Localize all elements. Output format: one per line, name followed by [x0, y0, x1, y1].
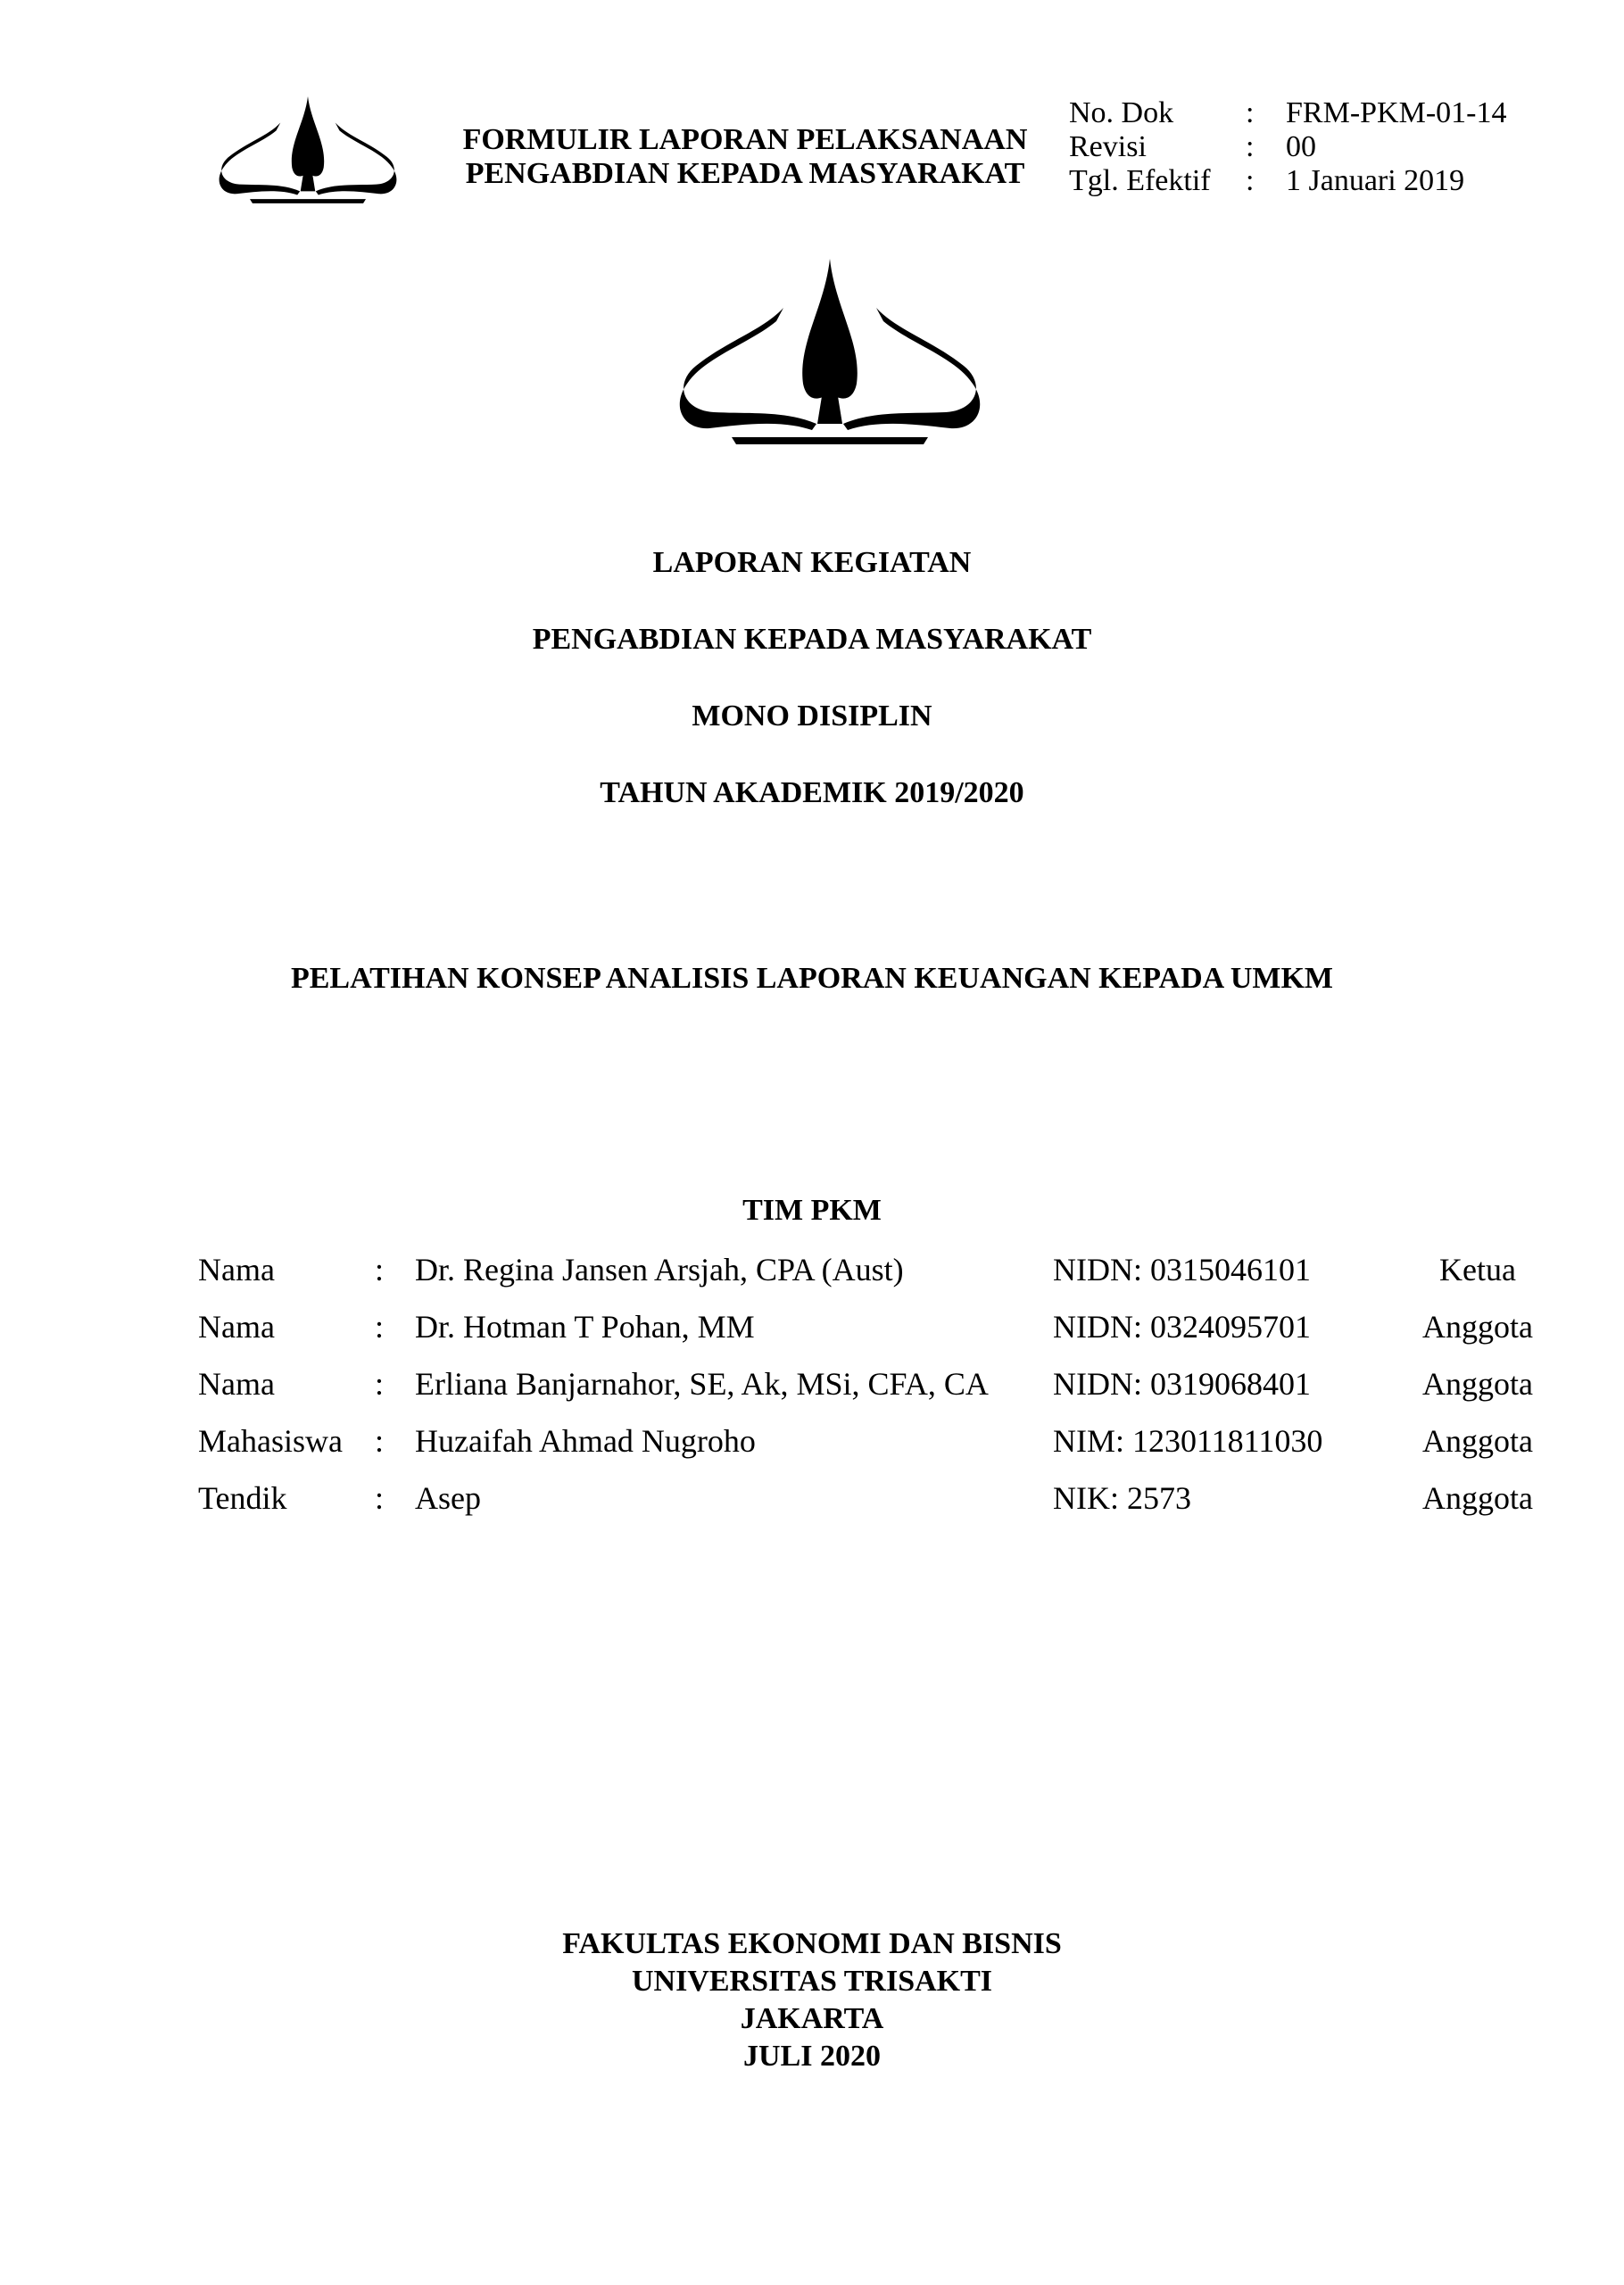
meta-label: Revisi [1069, 130, 1147, 163]
activity-title: PELATIHAN KONSEP ANALISIS LAPORAN KEUANGAN KEPADA UMKM [290, 962, 1334, 995]
institution-footer [0, 1925, 1624, 2075]
member-name: Asep [415, 1480, 481, 1516]
member-id: NIDN: 0319068401 [1053, 1366, 1311, 1402]
member-position: Anggota [1422, 1423, 1533, 1459]
team-row [198, 1479, 1563, 1536]
member-id: NIM: 123011811030 [1053, 1423, 1323, 1459]
report-date: JULI 2020 [743, 2040, 881, 2073]
member-colon: : [375, 1480, 385, 1516]
document-meta [1069, 96, 1506, 198]
member-role: Nama [198, 1309, 275, 1345]
report-discipline: MONO DISIPLIN [692, 700, 932, 733]
member-colon: : [375, 1252, 385, 1287]
form-title-line1: FORMULIR LAPORAN PELAKSANAAN [462, 123, 1028, 156]
member-position: Anggota [1422, 1480, 1533, 1516]
team-row [198, 1308, 1563, 1365]
university-name: UNIVERSITAS TRISAKTI [631, 1965, 993, 1998]
meta-colon: : [1246, 130, 1255, 163]
meta-value: 1 Januari 2019 [1286, 164, 1465, 197]
faculty-name: FAKULTAS EKONOMI DAN BISNIS [562, 1927, 1062, 1960]
member-id: NIDN: 0324095701 [1053, 1309, 1311, 1345]
member-name: Erliana Banjarnahor, SE, Ak, MSi, CFA, CA [415, 1366, 989, 1402]
meta-colon: : [1246, 96, 1255, 129]
meta-label: Tgl. Efektif [1069, 164, 1211, 197]
member-colon: : [375, 1423, 385, 1459]
member-role: Nama [198, 1366, 275, 1402]
team-heading: TIM PKM [742, 1194, 882, 1227]
meta-value: 00 [1286, 130, 1316, 163]
team-table [198, 1251, 1563, 1536]
member-colon: : [375, 1309, 385, 1345]
form-title-line2: PENGABDIAN KEPADA MASYARAKAT [465, 157, 1025, 190]
member-name: Dr. Regina Jansen Arsjah, CPA (Aust) [415, 1252, 904, 1287]
member-position: Anggota [1422, 1309, 1533, 1345]
member-position: Ketua [1439, 1252, 1516, 1287]
academic-year: TAHUN AKADEMIK 2019/2020 [600, 776, 1024, 809]
member-role: Nama [198, 1252, 275, 1287]
meta-row-doc-number [1069, 96, 1506, 130]
member-id: NIK: 2573 [1053, 1480, 1191, 1516]
team-row [198, 1251, 1563, 1308]
member-role: Mahasiswa [198, 1423, 343, 1459]
form-title [451, 123, 1040, 191]
member-name: Dr. Hotman T Pohan, MM [415, 1309, 755, 1345]
meta-colon: : [1246, 164, 1255, 197]
meta-value: FRM-PKM-01-14 [1286, 96, 1507, 129]
meta-row-revision [1069, 130, 1506, 164]
team-row [198, 1422, 1563, 1479]
report-title: LAPORAN KEGIATAN [652, 546, 972, 579]
team-row [198, 1365, 1563, 1422]
university-emblem-icon [678, 254, 982, 459]
university-logo-icon [196, 94, 419, 210]
member-colon: : [375, 1366, 385, 1402]
member-position: Anggota [1422, 1366, 1533, 1402]
member-name: Huzaifah Ahmad Nugroho [415, 1423, 756, 1459]
member-id: NIDN: 0315046101 [1053, 1252, 1311, 1287]
meta-row-effective-date [1069, 164, 1506, 198]
meta-label: No. Dok [1069, 96, 1174, 129]
city: JAKARTA [740, 2002, 884, 2035]
member-role: Tendik [198, 1480, 287, 1516]
report-subtitle: PENGABDIAN KEPADA MASYARAKAT [532, 623, 1092, 656]
